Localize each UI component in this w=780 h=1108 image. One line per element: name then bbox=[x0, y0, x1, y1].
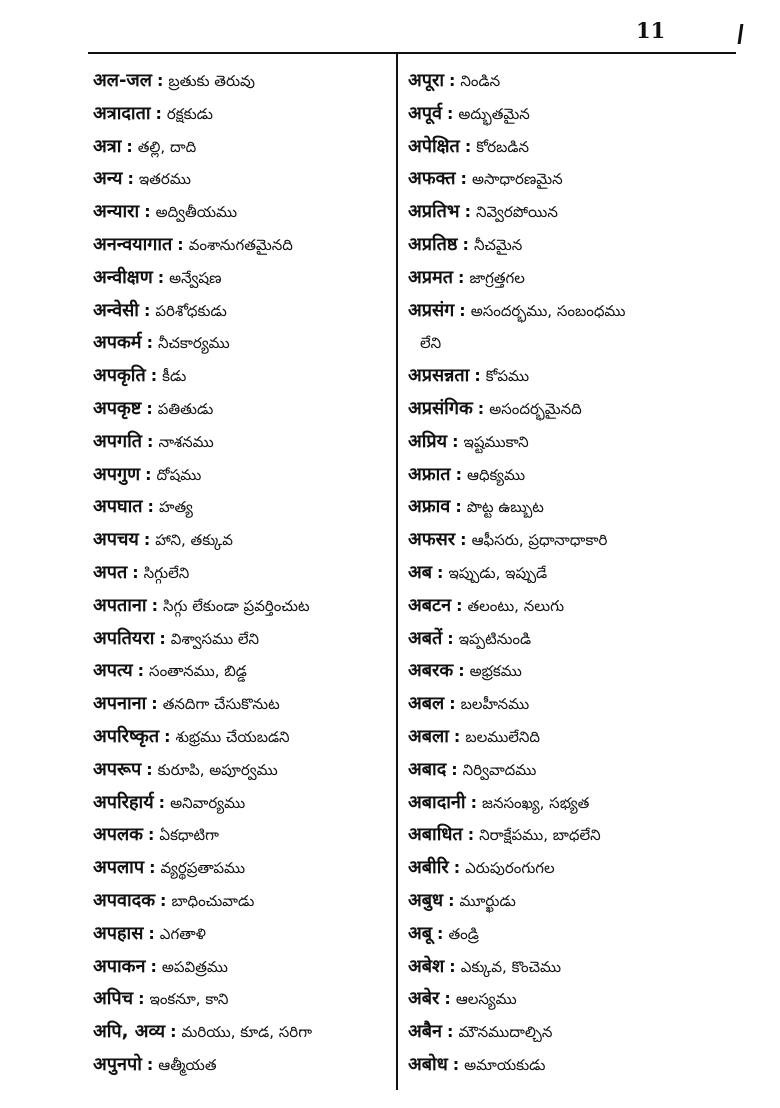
hindi-headword: अबाद bbox=[408, 758, 447, 780]
hindi-headword: अप्रिय bbox=[408, 430, 448, 452]
separator: : bbox=[146, 759, 153, 779]
hindi-headword: अपूरा bbox=[408, 70, 444, 91]
dictionary-entry bbox=[93, 919, 393, 952]
dictionary-entry bbox=[93, 788, 393, 821]
separator: : bbox=[143, 300, 151, 320]
telugu-meaning: అన్వేషణ bbox=[169, 268, 222, 287]
telugu-meaning: సిగ్గు లేకుండా ప్రవర్తించుట bbox=[162, 596, 310, 615]
separator: : bbox=[455, 464, 462, 484]
telugu-meaning: అద్భుతమైన bbox=[458, 104, 530, 123]
telugu-meaning: అసందర్భము, సంబంధము bbox=[470, 301, 626, 320]
dictionary-entry bbox=[93, 820, 393, 853]
dictionary-entry bbox=[408, 99, 738, 132]
dictionary-entry bbox=[93, 164, 393, 197]
hindi-headword: अपनाना bbox=[93, 693, 147, 715]
telugu-meaning: రక్షకుడు bbox=[166, 104, 213, 123]
separator: : bbox=[449, 71, 456, 90]
telugu-meaning: అపవిత్రము bbox=[161, 957, 228, 976]
telugu-meaning: బలములేనిది bbox=[465, 727, 541, 746]
hindi-headword: अबला bbox=[408, 725, 449, 747]
separator: : bbox=[170, 1022, 177, 1042]
hindi-headword: अब bbox=[408, 561, 433, 583]
telugu-meaning: ఎరుపురంగుగల bbox=[465, 859, 555, 878]
hindi-headword: अबुध bbox=[408, 889, 444, 911]
telugu-meaning: ఎక్కువ, కొంచెము bbox=[460, 957, 562, 976]
dictionary-entry bbox=[408, 656, 738, 689]
separator: : bbox=[459, 300, 466, 320]
telugu-meaning: వ్యర్థప్రతాపము bbox=[160, 859, 246, 878]
separator: : bbox=[452, 1054, 460, 1074]
telugu-meaning: ఇష్టముకాని bbox=[463, 432, 529, 451]
dictionary-entry bbox=[408, 263, 738, 296]
dictionary-entry bbox=[408, 689, 738, 722]
dictionary-entry bbox=[93, 328, 393, 361]
hindi-headword: अपि, अव्य bbox=[93, 1021, 166, 1043]
dictionary-entry bbox=[93, 886, 393, 919]
telugu-meaning: పరిశోధకుడు bbox=[155, 301, 227, 320]
separator: : bbox=[127, 169, 134, 189]
hindi-headword: अन्य bbox=[93, 168, 123, 190]
column-divider bbox=[396, 53, 398, 1090]
separator: : bbox=[146, 398, 153, 418]
separator: : bbox=[150, 366, 158, 386]
hindi-headword: अबेश bbox=[408, 955, 445, 977]
telugu-meaning: ఆధిక్యము bbox=[466, 465, 526, 484]
separator: : bbox=[449, 956, 456, 976]
telugu-meaning: విశ్వాసము లేని bbox=[170, 629, 260, 648]
hindi-headword: अफसर bbox=[408, 529, 456, 551]
dictionary-entry bbox=[93, 1050, 393, 1083]
separator: : bbox=[455, 497, 462, 517]
telugu-meaning: అసాధారణమైన bbox=[471, 170, 563, 189]
telugu-meaning: దోషము bbox=[156, 465, 202, 484]
hindi-headword: अबाधित bbox=[408, 824, 463, 846]
hindi-headword: अपलाप bbox=[93, 857, 145, 879]
dictionary-entry bbox=[408, 427, 738, 460]
hindi-headword: अबोध bbox=[408, 1053, 448, 1075]
hindi-headword: अप्रसंग bbox=[408, 299, 455, 321]
telugu-meaning: ఆఫీసరు, ప్రధానాధాకారి bbox=[471, 531, 608, 550]
separator: : bbox=[137, 661, 145, 681]
separator: : bbox=[474, 366, 481, 386]
dictionary-entry bbox=[93, 558, 393, 591]
hindi-headword: अन्वेसी bbox=[93, 299, 139, 321]
separator: : bbox=[467, 825, 475, 845]
header-rule bbox=[88, 52, 736, 54]
dictionary-entry bbox=[408, 230, 738, 263]
separator: : bbox=[164, 726, 171, 746]
hindi-headword: अत्रादाता bbox=[93, 102, 151, 124]
dictionary-entry bbox=[93, 656, 393, 689]
dictionary-entry bbox=[408, 525, 738, 558]
hindi-headword: अबतें bbox=[408, 627, 443, 649]
separator: : bbox=[149, 858, 156, 878]
telugu-meaning: ఇప్పటినుండి bbox=[458, 629, 532, 648]
telugu-meaning: ఎగతాళి bbox=[159, 924, 206, 943]
telugu-meaning: బ్రతుకు తెరువు bbox=[168, 72, 256, 90]
telugu-meaning: ఏకధాటిగా bbox=[159, 826, 219, 845]
separator: : bbox=[143, 530, 151, 550]
page-number: 11 bbox=[636, 18, 666, 43]
separator: : bbox=[151, 694, 158, 714]
hindi-headword: अपगुण bbox=[93, 463, 141, 485]
hindi-headword: अबरक bbox=[408, 660, 454, 682]
telugu-meaning: అసందర్భమైనది bbox=[489, 399, 582, 418]
hindi-headword: अत्रा bbox=[93, 135, 122, 157]
separator: : bbox=[148, 923, 155, 943]
dictionary-entry bbox=[93, 722, 393, 755]
page-edge-mark bbox=[738, 24, 744, 44]
telugu-meaning: బలహీనము bbox=[460, 695, 530, 714]
telugu-meaning: కీడు bbox=[162, 367, 187, 386]
dictionary-entry bbox=[408, 722, 738, 755]
telugu-meaning: వంశానుగతమైనది bbox=[188, 235, 293, 254]
separator: : bbox=[158, 792, 166, 812]
dictionary-entry bbox=[93, 689, 393, 722]
separator: : bbox=[151, 595, 158, 615]
separator: : bbox=[444, 989, 451, 1009]
separator: : bbox=[460, 530, 467, 550]
dictionary-entry bbox=[408, 296, 738, 329]
dictionary-entry bbox=[408, 952, 738, 985]
dictionary-entry bbox=[408, 984, 738, 1017]
telugu-meaning: శుభ్రము చేయబడని bbox=[175, 727, 290, 746]
dictionary-entry bbox=[408, 460, 738, 493]
separator: : bbox=[147, 497, 154, 517]
telugu-meaning: ఇప్పుడు, ఇప్పుడే bbox=[448, 563, 548, 582]
separator: : bbox=[155, 103, 162, 123]
hindi-headword: अपरूप bbox=[93, 758, 142, 780]
telugu-meaning: నీచమైన bbox=[473, 235, 523, 254]
telugu-meaning: నీచకార్యము bbox=[157, 334, 230, 353]
separator: : bbox=[452, 431, 459, 451]
dictionary-entry bbox=[408, 394, 738, 427]
hindi-headword: अबटन bbox=[408, 594, 452, 616]
dictionary-entry bbox=[408, 591, 738, 624]
telugu-meaning: కోరబడిన bbox=[476, 137, 529, 156]
telugu-meaning: పతితుడు bbox=[157, 399, 214, 418]
hindi-headword: अपुनपो bbox=[93, 1053, 142, 1075]
separator: : bbox=[147, 431, 154, 451]
dictionary-entry bbox=[93, 624, 393, 657]
hindi-headword: अन्यारा bbox=[93, 201, 140, 223]
separator: : bbox=[437, 562, 444, 582]
telugu-meaning: మరియు, కూడ, సరిగా bbox=[181, 1023, 313, 1042]
hindi-headword: अपवादक bbox=[93, 889, 156, 911]
separator: : bbox=[456, 595, 463, 615]
telugu-meaning: నిర్వివాదము bbox=[462, 760, 537, 779]
telugu-meaning: తలంటు, నలుగు bbox=[467, 596, 565, 615]
separator: : bbox=[148, 825, 155, 845]
hindi-headword: अन्वीक्षण bbox=[93, 266, 153, 288]
dictionary-entry bbox=[408, 788, 738, 821]
separator: : bbox=[132, 562, 139, 582]
hindi-headword: अल-जल bbox=[93, 70, 152, 91]
dictionary-entry bbox=[93, 984, 393, 1017]
dictionary-entry bbox=[93, 99, 393, 132]
hindi-headword: अबू bbox=[408, 922, 433, 944]
right-column bbox=[408, 66, 738, 1083]
dictionary-entry bbox=[93, 591, 393, 624]
hindi-headword: अपत bbox=[93, 561, 128, 583]
dictionary-entry bbox=[408, 558, 738, 591]
telugu-meaning: నాశనము bbox=[158, 432, 214, 451]
separator: : bbox=[150, 956, 157, 976]
dictionary-entry bbox=[408, 820, 738, 853]
hindi-headword: अपचय bbox=[93, 529, 139, 551]
hindi-headword: अपताना bbox=[93, 594, 147, 616]
telugu-meaning: జాగ్రత్తగల bbox=[469, 268, 525, 287]
hindi-headword: अप्रसन्नता bbox=[408, 365, 470, 387]
dictionary-entry bbox=[93, 66, 393, 99]
hindi-headword: अप्रसंगिक bbox=[408, 397, 473, 419]
telugu-meaning: కోపము bbox=[485, 367, 530, 386]
dictionary-entry bbox=[93, 132, 393, 165]
telugu-meaning: తనదిగా చేసుకొనుట bbox=[162, 695, 280, 714]
telugu-meaning: జనసంఖ్య, సభ్యత bbox=[481, 793, 590, 812]
hindi-headword: अबैन bbox=[408, 1021, 443, 1043]
dictionary-entry bbox=[93, 361, 393, 394]
dictionary-entry bbox=[93, 853, 393, 886]
separator: : bbox=[159, 628, 166, 648]
separator: : bbox=[464, 136, 472, 156]
dictionary-entry bbox=[93, 230, 393, 263]
dictionary-entry bbox=[408, 1017, 738, 1050]
hindi-headword: अफ्रात bbox=[408, 463, 451, 485]
dictionary-entry bbox=[93, 263, 393, 296]
separator: : bbox=[146, 1054, 154, 1074]
dictionary-entry bbox=[408, 1050, 738, 1083]
dictionary-entry bbox=[93, 525, 393, 558]
separator: : bbox=[458, 661, 465, 681]
hindi-headword: अनन्वयागात bbox=[93, 233, 173, 255]
telugu-meaning: తల్లి, దాది bbox=[137, 137, 197, 156]
dictionary-entry bbox=[93, 427, 393, 460]
separator: : bbox=[157, 267, 165, 287]
hindi-headword: अपरिष्कृत bbox=[93, 725, 160, 747]
dictionary-entry bbox=[408, 492, 738, 525]
hindi-headword: अपकर्म bbox=[93, 332, 142, 354]
separator: : bbox=[449, 694, 456, 714]
hindi-headword: अफ्राव bbox=[408, 496, 451, 518]
telugu-meaning: బాధించువాడు bbox=[171, 891, 255, 910]
separator: : bbox=[477, 398, 485, 418]
separator: : bbox=[145, 464, 152, 484]
telugu-meaning: అనివార్యము bbox=[170, 793, 246, 812]
hindi-headword: अपत्य bbox=[93, 660, 133, 682]
hindi-headword: अबीरि bbox=[408, 857, 449, 879]
hindi-headword: अप्रमत bbox=[408, 266, 454, 288]
separator: : bbox=[177, 234, 184, 254]
telugu-meaning: ఇంకనూ, కాని bbox=[149, 990, 229, 1009]
telugu-meaning: అద్వితీయము bbox=[155, 203, 238, 222]
telugu-meaning: హాని, తక్కువ bbox=[155, 531, 233, 550]
telugu-meaning: మౌనముదాల్చిన bbox=[458, 1023, 553, 1042]
dictionary-entry bbox=[408, 197, 738, 230]
separator: : bbox=[446, 103, 454, 123]
separator: : bbox=[453, 726, 461, 746]
separator: : bbox=[464, 202, 471, 222]
hindi-headword: अपूर्व bbox=[408, 102, 442, 124]
separator: : bbox=[458, 267, 465, 287]
dictionary-entry bbox=[408, 361, 738, 394]
hindi-headword: अफक्त bbox=[408, 168, 456, 190]
separator: : bbox=[157, 71, 164, 90]
hindi-headword: अपाकन bbox=[93, 955, 146, 977]
separator: : bbox=[460, 169, 467, 189]
telugu-meaning: నివ్వెరపోయిన bbox=[475, 203, 558, 222]
telugu-meaning: తండ్రి bbox=[448, 924, 479, 943]
telugu-meaning: సంతానము, బిడ్డ bbox=[149, 662, 247, 681]
telugu-meaning: నిరాక్షేపము, బాధలేని bbox=[479, 826, 601, 845]
telugu-meaning: మూర్ఖుడు bbox=[459, 891, 516, 910]
separator: : bbox=[160, 890, 167, 910]
hindi-headword: अबेर bbox=[408, 988, 440, 1010]
dictionary-entry bbox=[93, 755, 393, 788]
separator: : bbox=[144, 202, 151, 222]
hindi-headword: अपतियरा bbox=[93, 627, 155, 649]
hindi-headword: अपकृति bbox=[93, 365, 146, 387]
hindi-headword: अप्रतिभ bbox=[408, 201, 460, 223]
telugu-meaning: ఇతరము bbox=[138, 170, 191, 189]
telugu-meaning: పొట్ట ఉబ్బుట bbox=[466, 498, 544, 517]
separator: : bbox=[462, 234, 469, 254]
dictionary-entry bbox=[93, 197, 393, 230]
dictionary-entry bbox=[93, 952, 393, 985]
hindi-headword: अपकृष्ट bbox=[93, 397, 142, 419]
dictionary-entry bbox=[408, 919, 738, 952]
telugu-meaning: నిండిన bbox=[460, 72, 501, 90]
dictionary-entry bbox=[408, 853, 738, 886]
dictionary-entry bbox=[408, 164, 738, 197]
dictionary-entry bbox=[408, 624, 738, 657]
separator: : bbox=[451, 759, 458, 779]
hindi-headword: अपघात bbox=[93, 496, 143, 518]
telugu-meaning-continued: లేని bbox=[420, 334, 442, 353]
hindi-headword: अपगति bbox=[93, 430, 143, 452]
separator: : bbox=[126, 136, 133, 156]
hindi-headword: अप्रतिष्ठ bbox=[408, 233, 458, 255]
entry-continuation bbox=[408, 328, 738, 361]
dictionary-entry bbox=[93, 460, 393, 493]
left-column bbox=[93, 66, 393, 1083]
hindi-headword: अपरिहार्य bbox=[93, 791, 154, 813]
hindi-headword: अपिच bbox=[93, 988, 134, 1010]
hindi-headword: अपलक bbox=[93, 824, 144, 846]
telugu-meaning: హత్య bbox=[158, 498, 193, 517]
separator: : bbox=[138, 989, 145, 1009]
dictionary-entry bbox=[408, 132, 738, 165]
hindi-headword: अपेक्षित bbox=[408, 135, 460, 157]
dictionary-entry bbox=[93, 296, 393, 329]
telugu-meaning: ఆలస్యము bbox=[455, 990, 517, 1009]
separator: : bbox=[447, 1022, 454, 1042]
separator: : bbox=[447, 628, 454, 648]
hindi-headword: अबल bbox=[408, 693, 445, 715]
dictionary-entry bbox=[93, 492, 393, 525]
hindi-headword: अपहास bbox=[93, 922, 144, 944]
telugu-meaning: అభ్రకము bbox=[469, 662, 522, 681]
hindi-headword: अबादानी bbox=[408, 791, 466, 813]
dictionary-entry bbox=[408, 886, 738, 919]
dictionary-entry bbox=[408, 755, 738, 788]
telugu-meaning: ఆత్మీయత bbox=[158, 1055, 217, 1074]
dictionary-entry bbox=[93, 394, 393, 427]
dictionary-entry bbox=[408, 66, 738, 99]
telugu-meaning: కురూపి, అపూర్వము bbox=[157, 760, 278, 779]
dictionary-entry bbox=[93, 1017, 393, 1050]
separator: : bbox=[448, 890, 455, 910]
separator: : bbox=[437, 923, 444, 943]
telugu-meaning: సిగ్గులేని bbox=[143, 563, 190, 582]
separator: : bbox=[453, 858, 461, 878]
separator: : bbox=[146, 333, 153, 353]
separator: : bbox=[470, 792, 477, 812]
telugu-meaning: అమాయకుడు bbox=[464, 1055, 546, 1074]
